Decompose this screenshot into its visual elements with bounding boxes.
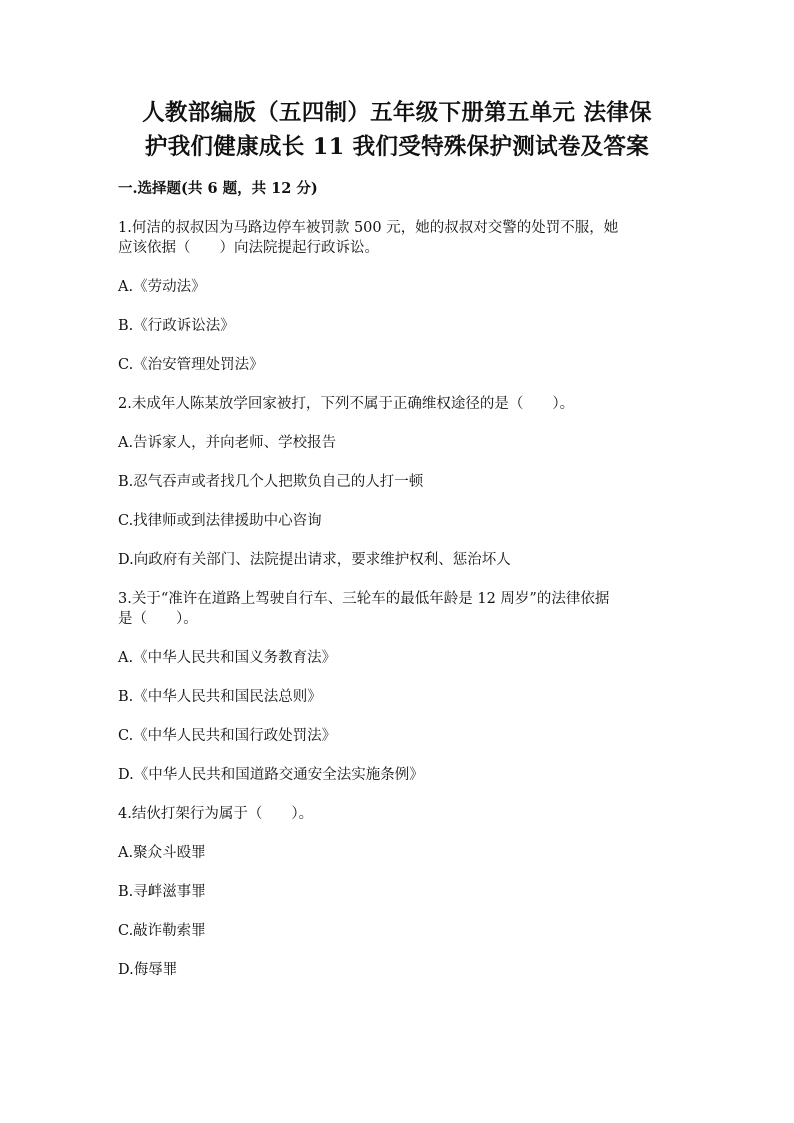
option-4d: D.侮辱罪 [118,962,178,978]
page-title [100,96,694,164]
option-4a: A.聚众斗殴罪 [118,845,206,861]
option-4b: B.寻衅滋事罪 [118,884,206,900]
option-3b: B.《中华人民共和国民法总则》 [118,689,322,705]
option-3a: A.《中华人民共和国义务教育法》 [118,650,337,666]
question-line: 3.关于“准许在道路上驾驶自行车、三轮车的最低年龄是 12 周岁”的法律依据 [118,591,610,607]
option-3c: C.《中华人民共和国行政处罚法》 [118,728,337,744]
option-2c: C.找律师或到法律援助中心咨询 [118,513,322,529]
title-line-2: 护我们健康成长 11 我们受特殊保护测试卷及答案 [144,134,650,160]
title-line-1: 人教部编版（五四制）五年级下册第五单元 法律保 [142,100,652,126]
question-4-text [118,804,678,824]
option-2d: D.向政府有关部门、法院提出请求，要求维护权利、惩治坏人 [118,552,511,568]
question-1-text [118,218,678,258]
question-line: 应该依据（ ）向法院提起行政诉讼。 [118,240,379,256]
question-2-text [118,394,678,414]
option-4c: C.敲诈勒索罪 [118,923,206,939]
option-1c: C.《治安管理处罚法》 [118,357,264,373]
question-line: 1.何洁的叔叔因为马路边停车被罚款 500 元，她的叔叔对交警的处罚不服，她 [118,220,619,236]
question-list [118,218,678,999]
option-1a: A.《劳动法》 [118,279,206,295]
question-line: 4.结伙打架行为属于（ ）。 [118,806,314,822]
option-2b: B.忍气吞声或者找几个人把欺负自己的人打一顿 [118,474,424,490]
section-heading: 一.选择题(共 6 题，共 12 分) [118,180,318,197]
question-3-text [118,589,678,629]
option-3d: D.《中华人民共和国道路交通安全法实施条例》 [118,767,424,783]
question-line: 是（ ）。 [118,611,198,627]
question-line: 2.未成年人陈某放学回家被打，下列不属于正确维权途径的是（ ）。 [118,396,575,412]
option-1b: B.《行政诉讼法》 [118,318,235,334]
option-2a: A.告诉家人，并向老师、学校报告 [118,435,337,451]
